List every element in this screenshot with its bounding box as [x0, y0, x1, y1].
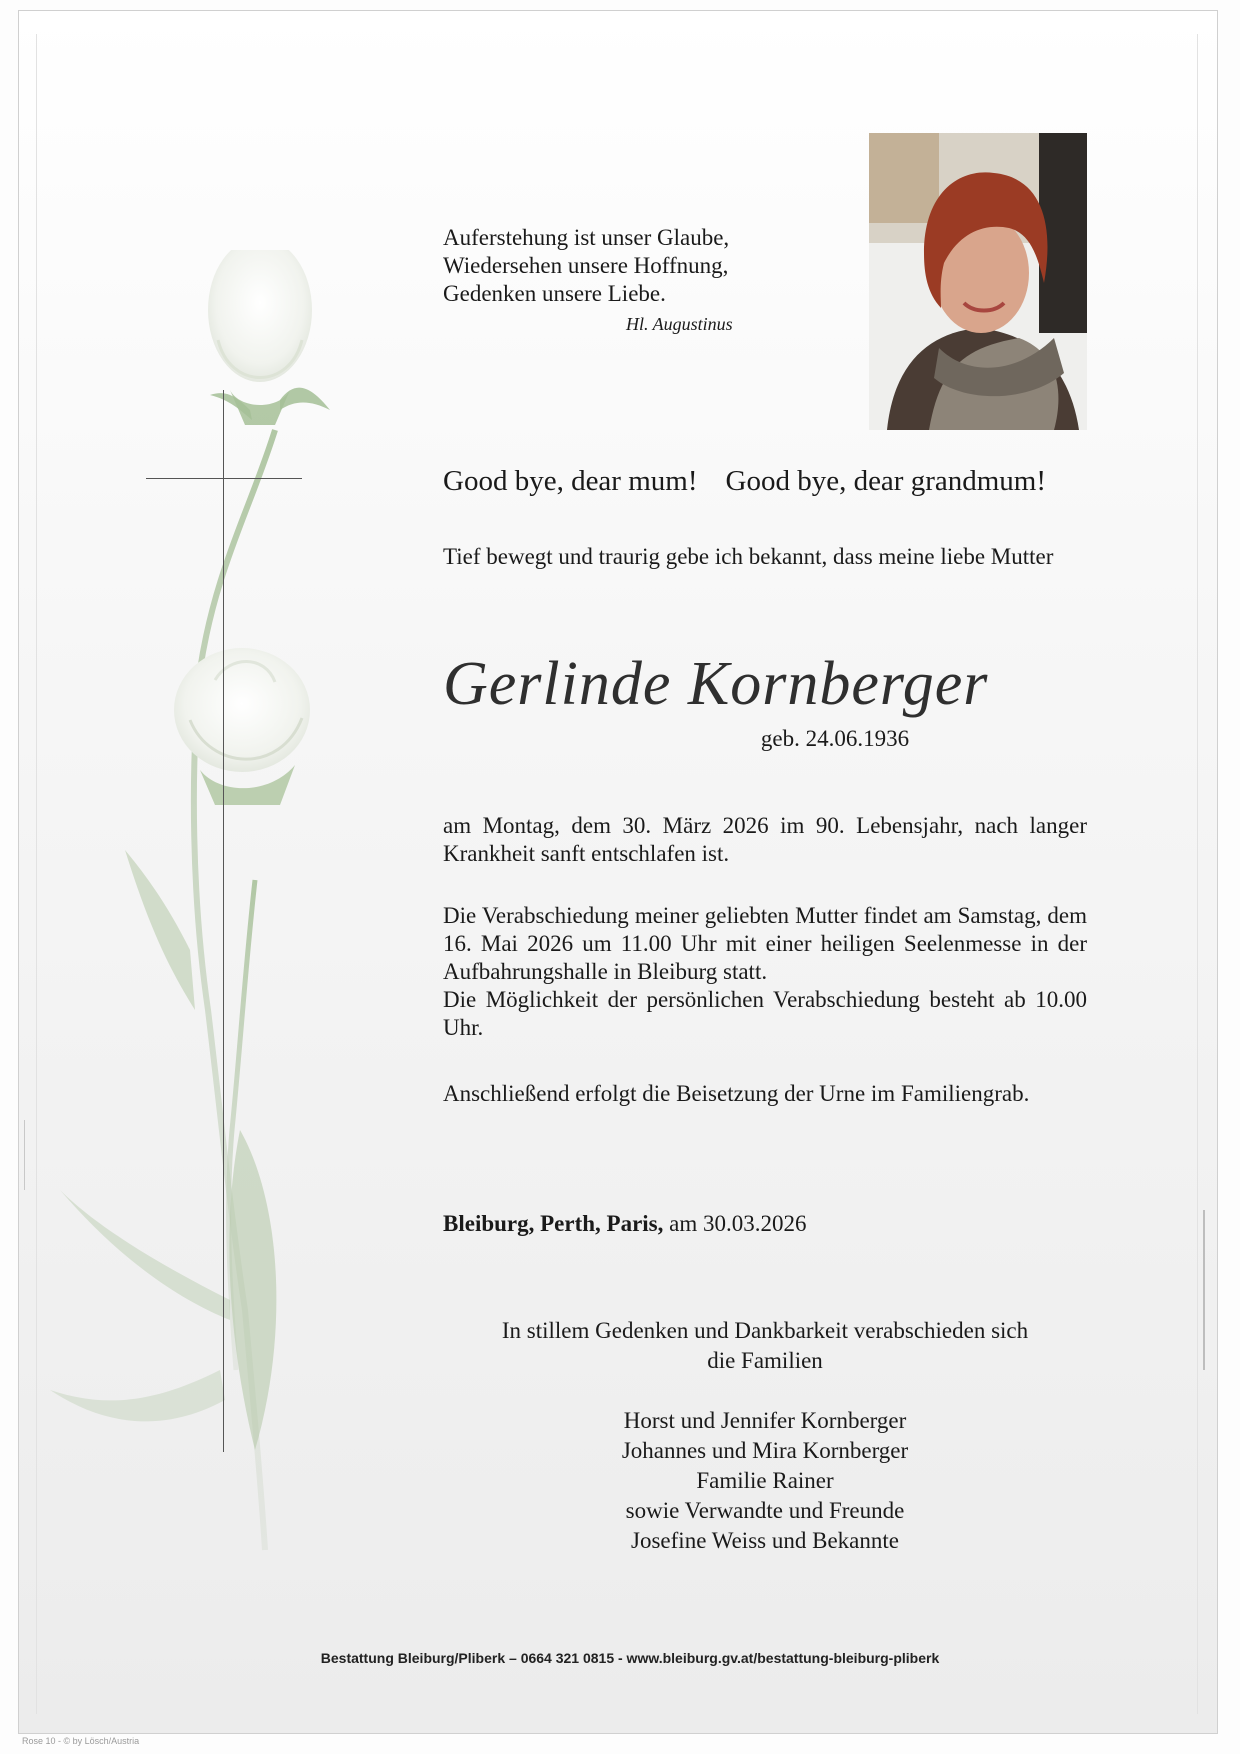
portrait-photo: [869, 133, 1087, 430]
ceremony-text: Die Verabschiedung meiner geliebten Mutter findet am Samstag, dem 16. Mai 2026 um 11.00 Uhr mit einer heiligen Seelenmesse in der Aufbahrungshalle in Bleiburg statt.: [443, 903, 1087, 984]
mourner: sowie Verwandte und Freunde: [625, 1498, 905, 1523]
mourner: Johannes und Mira Kornberger: [621, 1438, 909, 1463]
quote-line: Auferstehung ist unser Glaube,: [443, 225, 730, 250]
mourner: Josefine Weiss und Bekannte: [631, 1528, 899, 1553]
quote: [443, 224, 729, 308]
portrait-image: [869, 133, 1087, 430]
viewing-text: Die Möglichkeit der persönlichen Verabschiedung besteht ab 10.00 Uhr.: [443, 987, 1087, 1040]
funeral-home-footer: Bestattung Bleiburg/Pliberk – 0664 321 0815 - www.bleiburg.gv.at/bestattung-bleiburg-pliberk: [320, 1650, 940, 1666]
mourner: Horst und Jennifer Kornberger: [623, 1408, 907, 1433]
farewell-line: [443, 464, 1046, 498]
farewell-mum: Good bye, dear mum!: [443, 465, 698, 497]
quote-author: Hl. Augustinus: [626, 314, 733, 334]
thanks-line: In stillem Gedenken und Dankbarkeit verabschieden sich: [501, 1318, 1029, 1343]
scan-edge-mark: [1203, 1210, 1205, 1370]
death-notice: am Montag, dem 30. März 2026 im 90. Lebensjahr, nach langer Krankheit sanft entschlafen ist.: [443, 813, 1087, 866]
birth-date: geb. 24.06.1936: [760, 726, 910, 751]
cross-horizontal-line: [146, 478, 302, 479]
burial-notice: Anschließend erfolgt die Beisetzung der Urne im Familiengrab.: [443, 1081, 1030, 1106]
farewell-grandmum: Good bye, dear grandmum!: [725, 465, 1047, 497]
quote-line: Gedenken unsere Liebe.: [443, 281, 666, 306]
announcement-intro: Tief bewegt und traurig gebe ich bekannt, dass meine liebe Mutter: [443, 544, 1054, 569]
ceremony-details: [443, 902, 1087, 1042]
copyright-note: Rose 10 - © by Lösch/Austria: [22, 1736, 140, 1746]
mourner: Familie Rainer: [696, 1468, 834, 1493]
white-rose-illustration: [40, 250, 370, 1570]
quote-line: Wiedersehen unsere Hoffnung,: [443, 253, 729, 278]
place-and-date: [443, 1210, 807, 1238]
cross-vertical-line: [223, 390, 224, 1452]
notice-date: am 30.03.2026: [669, 1211, 807, 1236]
places: Bleiburg, Perth, Paris,: [443, 1211, 664, 1236]
scan-edge-mark-left: [24, 1120, 25, 1190]
deceased-name: Gerlinde Kornberger: [443, 650, 989, 718]
thanks-text: [443, 1316, 1087, 1376]
thanks-line: die Familien: [707, 1348, 823, 1373]
mourners-list: [443, 1406, 1087, 1556]
